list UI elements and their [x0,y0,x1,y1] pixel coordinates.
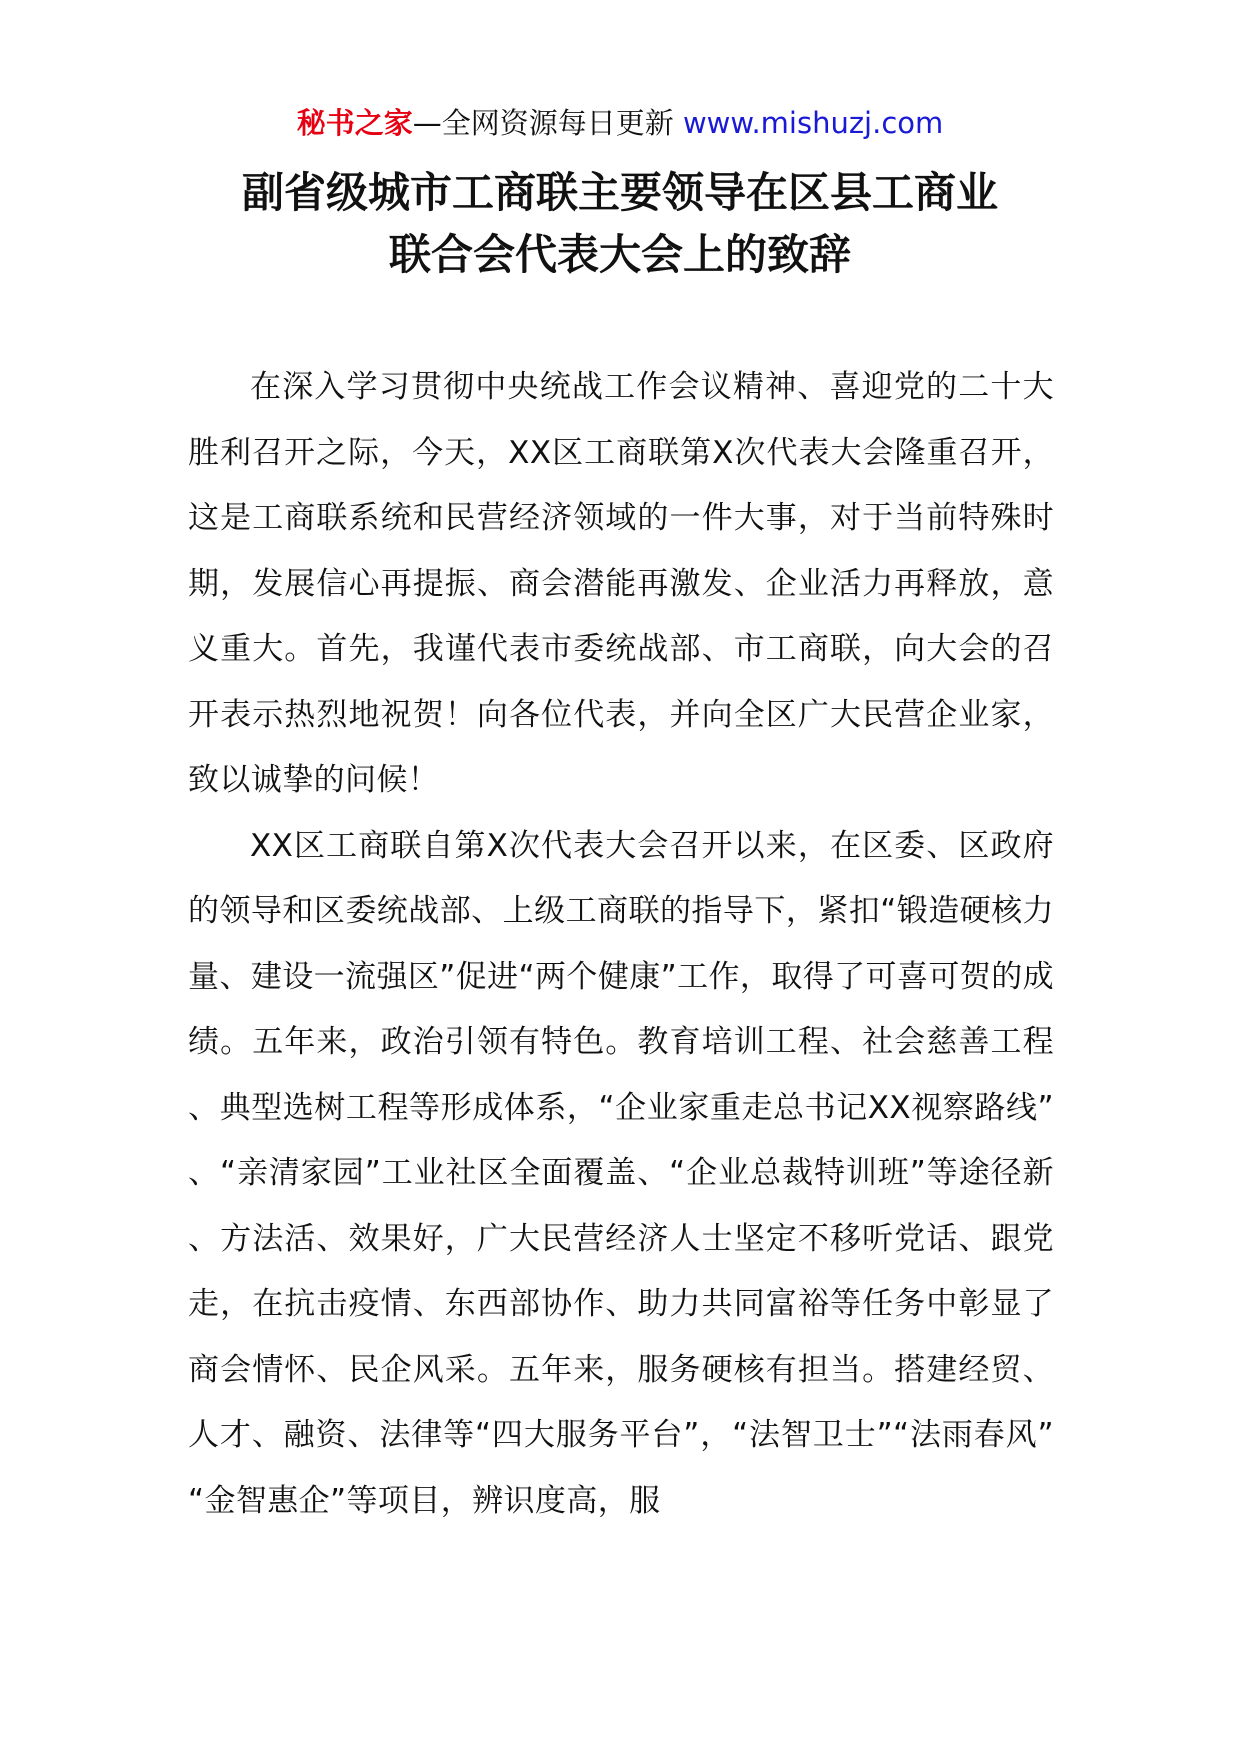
body-paragraph-1: 在深入学习贯彻中央统战工作会议精神、喜迎党的二十大胜利召开之际，今天，XX区工商联第X次代表大会隆重召开，这是工商联系统和民营经济领域的一件大事，对于当前特殊时期，发展信心再提振、商会潜能再激发、企业活力再释放，意义重大。首先，我谨代表市委统战部、市工商联，向大会的召开表示热烈地祝贺！向各位代表，并向全区广大民营企业家，致以诚挚的问候！ [188,369,1054,798]
site-url-link[interactable]: www.mishuzj.com [682,106,944,140]
document-body [188,355,1054,1534]
banner-tagline: —全网资源每日更新 [412,106,683,140]
title-line-2: 联合会代表大会上的致辞 [388,230,851,279]
brand-name: 秘书之家 [296,106,413,140]
site-banner [0,100,1240,146]
document-title [150,162,1090,286]
body-paragraph-2: XX区工商联自第X次代表大会召开以来，在区委、区政府的领导和区委统战部、上级工商联的指导下，紧扣“锻造硬核力量、建设一流强区”促进“两个健康”工作，取得了可喜可贺的成绩。五年来，政治引领有特色。教育培训工程、社会慈善工程、典型选树工程等形成体系，“企业家重走总书记XX视察路线”、“亲清家园”工业社区全面覆盖、“企业总裁特训班”等途径新、方法活、效果好，广大民营经济人士坚定不移听党话、跟党走，在抗击疫情、东西部协作、助力共同富裕等任务中彰显了商会情怀、民企风采。五年来，服务硬核有担当。搭建经贸、人才、融资、法律等“四大服务平台”，“法智卫士”“法雨春风”“金智惠企”等项目，辨识度高，服 [188,827,1054,1519]
title-line-1: 副省级城市工商联主要领导在区县工商业 [241,168,998,217]
